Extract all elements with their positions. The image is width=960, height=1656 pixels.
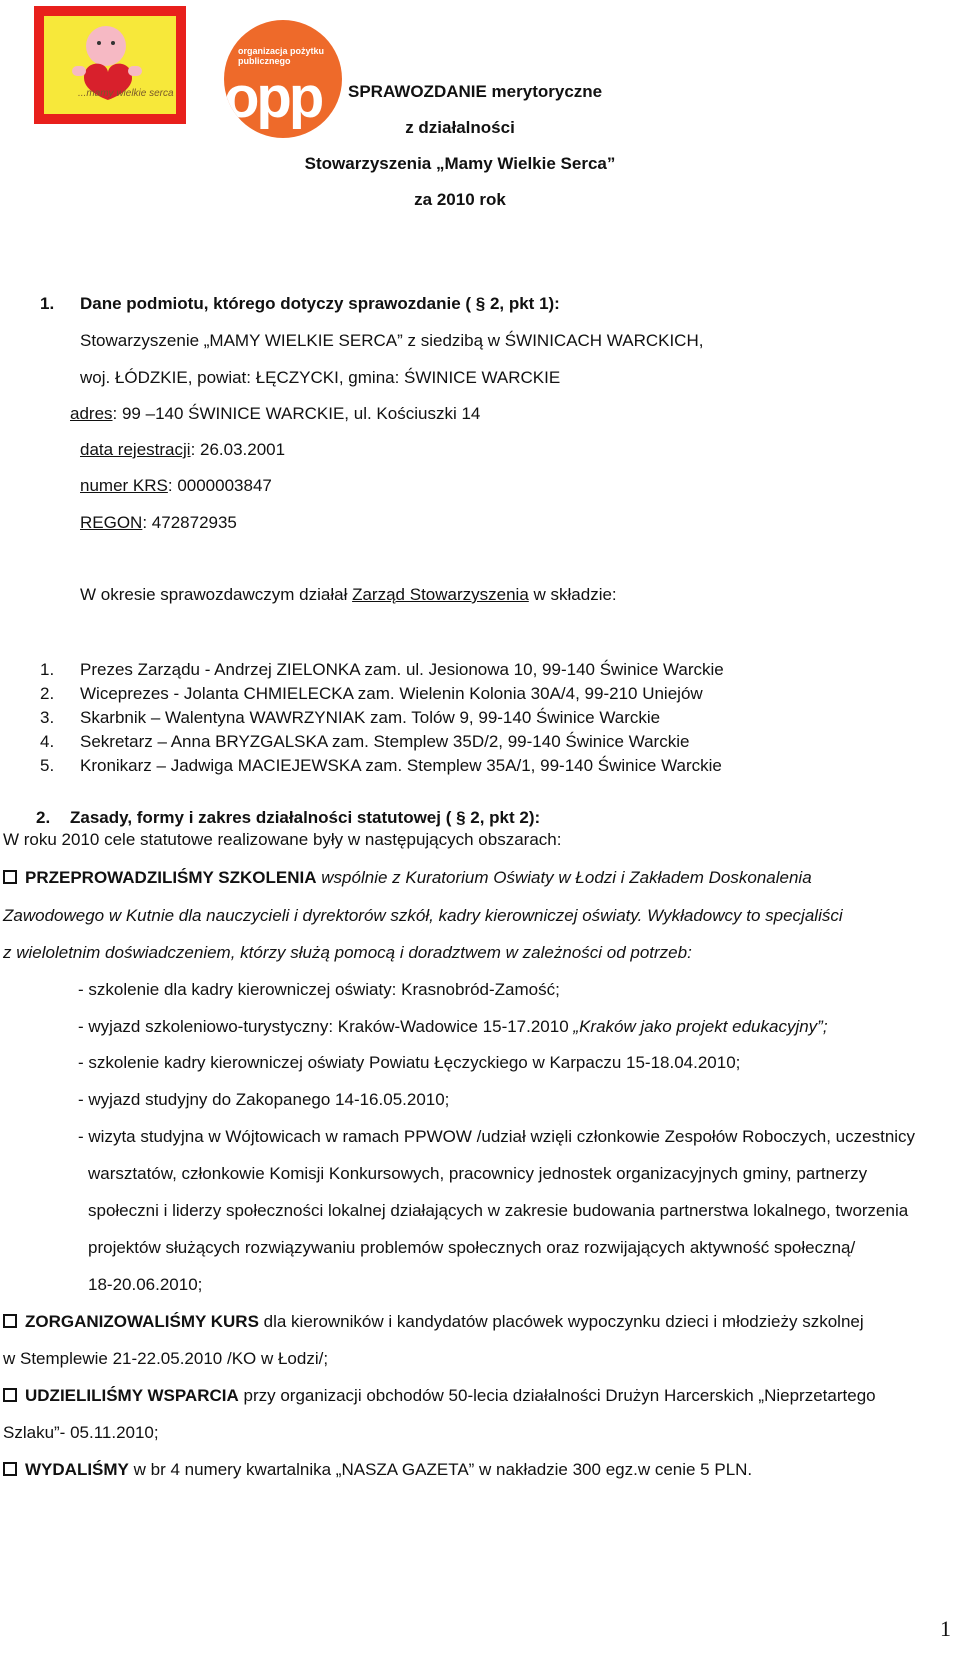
board-item-num: 3. [40, 708, 55, 727]
board-intro-post: w składzie: [528, 585, 617, 604]
board-item-num: 4. [40, 732, 55, 751]
course-line2: w Stemplewie 21-22.05.2010 /KO w Łodzi/; [3, 1349, 329, 1368]
board-item-text: Skarbnik – Walentyna WAWRZYNIAK zam. Tolów 9, 99-140 Świnice Warckie [80, 708, 661, 727]
training-item-5-line5: 18-20.06.2010; [88, 1275, 203, 1294]
registration-label: data rejestracji [80, 440, 191, 459]
training-item-5-line4: projektów służących rozwiązywaniu problemów społecznych oraz rozwijających aktywność społeczną/ [88, 1238, 856, 1257]
krs-value: : 0000003847 [167, 476, 272, 495]
board-item-num: 1. [40, 660, 55, 679]
board-item-5 [40, 756, 722, 776]
doc-title-line3: Stowarzyszenia „Mamy Wielkie Serca” [304, 154, 616, 173]
board-intro [80, 585, 617, 605]
board-item-text: Sekretarz – Anna BRYZGALSKA zam. Stemplew 35D/2, 99-140 Świnice Warckie [80, 732, 690, 751]
publication-text: w br 4 numery kwartalnika „NASZA GAZETA” w nakładzie 300 egz.w cenie 5 PLN. [128, 1460, 753, 1479]
board-item-4 [40, 732, 690, 752]
section2-number: 2. [36, 808, 51, 827]
board-item-num: 2. [40, 684, 55, 703]
logo-left-text: ...mamy wielkie serca [78, 88, 174, 99]
doc-title-line2: z działalności [405, 118, 515, 137]
training-line3: z wieloletnim doświadczeniem, którzy służą pomocą i doradztwem w zależności od potrzeb: [3, 943, 692, 962]
board-item-3 [40, 708, 661, 728]
board-item-1 [40, 660, 724, 680]
regon-label: REGON [80, 513, 143, 532]
training-item-2-title: „Kraków jako projekt edukacyjny”; [573, 1017, 828, 1036]
course-bold: ZORGANIZOWALIŚMY KURS [25, 1312, 259, 1331]
section2-heading: Zasady, formy i zakres działalności statutowej ( § 2, pkt 2): [70, 808, 541, 827]
publication-line [3, 1460, 752, 1480]
logo-opp-big-text: opp [224, 65, 322, 130]
logo-opp-top-text: organizacja pożytku publicznego [238, 46, 325, 66]
support-text: przy organizacji obchodów 50-lecia działalności Drużyn Harcerskich „Nieprzetartego [238, 1386, 876, 1405]
training-item-3: - szkolenie kadry kierowniczej oświaty Powiatu Łęczyckiego w Karpaczu 15-18.04.2010; [78, 1053, 741, 1072]
board-link: Zarząd Stowarzyszenia [352, 585, 529, 604]
address-label: adres [70, 404, 113, 423]
checkbox-icon [3, 1314, 17, 1328]
board-intro-text: W okresie sprawozdawczym działał [80, 585, 353, 604]
training-line1 [3, 868, 812, 888]
logo-mamy-wielkie-serca [34, 6, 186, 124]
section1-heading: Dane podmiotu, którego dotyczy sprawozdanie ( § 2, pkt 1): [80, 294, 560, 313]
training-bold: PRZEPROWADZILIŚMY SZKOLENIA [25, 868, 317, 887]
section1-number: 1. [40, 294, 55, 313]
board-item-text: Kronikarz – Jadwiga MACIEJEWSKA zam. Stemplew 35A/1, 99-140 Świnice Warckie [80, 756, 722, 775]
board-item-2 [40, 684, 703, 704]
page-number: 1 [940, 1616, 951, 1641]
training-text1: wspólnie z Kuratorium Oświaty w Łodzi i Zakładem Doskonalenia [316, 868, 812, 887]
registration-line [80, 440, 285, 460]
checkbox-icon [3, 1462, 17, 1476]
training-item-4: - wyjazd studyjny do Zakopanego 14-16.05.2010; [78, 1090, 450, 1109]
krs-label: numer KRS [80, 476, 168, 495]
regon-line [80, 513, 237, 533]
checkbox-icon [3, 1388, 17, 1402]
course-text: dla kierowników i kandydatów placówek wypoczynku dzieci i młodzieży szkolnej [258, 1312, 864, 1331]
checkbox-icon [3, 870, 17, 884]
address-line [70, 404, 480, 424]
course-line1 [3, 1312, 864, 1332]
training-line2: Zawodowego w Kutnie dla nauczycieli i dyrektorów szkół, kadry kierowniczej oświaty. Wykładowcy to specjaliści [3, 906, 843, 925]
doc-title-line4: za 2010 rok [414, 190, 506, 209]
support-line1 [3, 1386, 876, 1406]
support-bold: UDZIELILIŚMY WSPARCIA [25, 1386, 239, 1405]
address-value: : 99 –140 ŚWINICE WARCKIE, ul. Kościuszki 14 [112, 404, 481, 423]
training-item-5-line1: - wizyta studyjna w Wójtowicach w ramach PPWOW /udział wzięli członkowie Zespołów Roboczych, uczestnicy [78, 1127, 916, 1146]
registration-value: : 26.03.2001 [190, 440, 286, 459]
entity-line2: woj. ŁÓDZKIE, powiat: ŁĘCZYCKI, gmina: ŚWINICE WARCKIE [80, 368, 561, 387]
publication-bold: WYDALIŚMY [25, 1460, 129, 1479]
krs-line [80, 476, 272, 496]
entity-line1: Stowarzyszenie „MAMY WIELKIE SERCA” z siedzibą w ŚWINICACH WARCKICH, [80, 331, 704, 350]
training-item-2-text: - wyjazd szkoleniowo-turystyczny: Kraków-Wadowice 15-17.2010 [78, 1017, 574, 1036]
training-item-5-line2: warsztatów, członkowie Komisji Konkursowych, pracownicy jednostek organizacyjnych gminy, partnerzy [88, 1164, 868, 1183]
doc-title-line1: SPRAWOZDANIE merytoryczne [348, 82, 603, 101]
regon-value: : 472872935 [142, 513, 237, 532]
section2-intro: W roku 2010 cele statutowe realizowane były w następujących obszarach: [3, 830, 562, 849]
support-line2: Szlaku”- 05.11.2010; [3, 1423, 159, 1442]
board-item-text: Prezes Zarządu - Andrzej ZIELONKA zam. ul. Jesionowa 10, 99-140 Świnice Warckie [80, 660, 724, 679]
board-item-num: 5. [40, 756, 55, 775]
training-item-1: - szkolenie dla kadry kierowniczej oświaty: Krasnobród-Zamość; [78, 980, 560, 999]
training-item-5-line3: społeczni i liderzy społeczności lokalnej działających w zakresie budowania partnerstwa lokalnego, tworzenia [88, 1201, 909, 1220]
training-item-2 [78, 1017, 828, 1037]
board-item-text: Wiceprezes - Jolanta CHMIELECKA zam. Wielenin Kolonia 30A/4, 99-210 Uniejów [80, 684, 703, 703]
